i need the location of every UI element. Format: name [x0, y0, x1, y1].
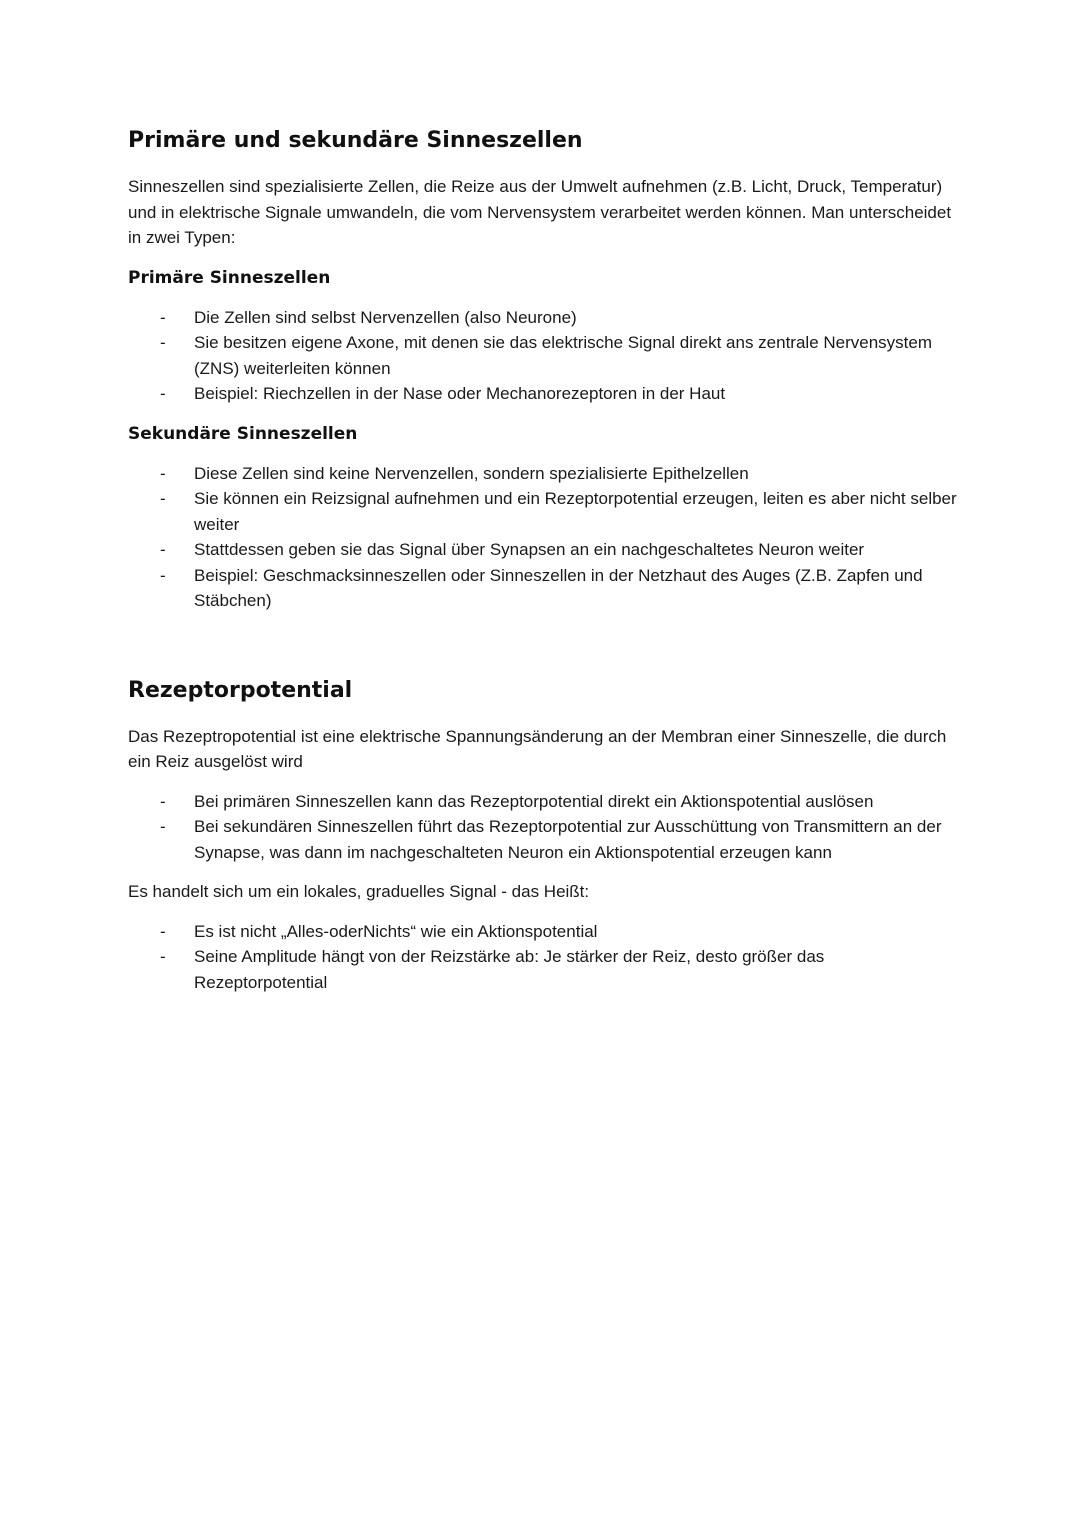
list-item-text: Es ist nicht „Alles-oderNichts“ wie ein Aktionspotential — [194, 921, 598, 941]
list-item-text: Stattdessen geben sie das Signal über Synapsen an ein nachgeschaltetes Neuron weiter — [194, 540, 865, 559]
intro-paragraph: Sinneszellen sind spezialisierte Zellen, die Reize aus der Umwelt aufnehmen (z.B. Licht, Druck, Temperatur) und in elektrische Signale umwandeln, die vom Nervensystem verarbeitet werden können. Man unterscheidet in zwei Typen: — [128, 177, 952, 247]
list-item — [128, 381, 958, 407]
list-dash: - — [160, 384, 166, 403]
list-item — [128, 486, 958, 537]
rezeptor-list — [128, 789, 958, 866]
list-dash: - — [160, 463, 166, 483]
list-item — [128, 461, 958, 487]
list-dash: - — [160, 947, 166, 966]
list-item-text: Beispiel: Riechzellen in der Nase oder Mechanorezeptoren in der Haut — [194, 384, 726, 403]
list-item — [128, 789, 958, 815]
section-rezeptorpotential — [128, 676, 958, 996]
list-item — [128, 537, 958, 563]
list-dash: - — [160, 791, 166, 811]
list-item — [128, 919, 958, 945]
list-dash: - — [160, 333, 166, 352]
list-dash: - — [160, 921, 166, 941]
list-item — [128, 814, 958, 865]
list-item-text: Beispiel: Geschmacksinneszellen oder Sinneszellen in der Netzhaut des Auges (Z.B. Zapfen und Stäbchen) — [194, 565, 923, 610]
document-page — [128, 126, 958, 1009]
list-item-text: Bei primären Sinneszellen kann das Rezeptorpotential direkt ein Aktionspotential auslösen — [194, 791, 874, 811]
section-title-rezeptorpotential: Rezeptorpotential — [128, 677, 353, 703]
list-item — [128, 944, 958, 995]
secondary-list — [128, 461, 958, 614]
list-dash: - — [160, 489, 166, 508]
subheading-primary: Primäre Sinneszellen — [128, 267, 331, 288]
list-item-text: Bei sekundären Sinneszellen führt das Rezeptorpotential zur Ausschüttung von Transmittern an der Synapse, was dann im nachgeschalteten Neuron ein Aktionspotential erzeugen kann — [194, 817, 942, 862]
graduelles-signal-paragraph: Es handelt sich um ein lokales, graduelles Signal - das Heißt: — [128, 882, 590, 901]
list-item — [128, 330, 958, 381]
list-dash: - — [160, 540, 166, 559]
list-dash: - — [160, 307, 166, 327]
section-title-sinneszellen: Primäre und sekundäre Sinneszellen — [128, 128, 583, 153]
list-item-text: Diese Zellen sind keine Nervenzellen, sondern spezialisierte Epithelzellen — [194, 463, 749, 483]
list-item-text: Seine Amplitude hängt von der Reizstärke ab: Je stärker der Reiz, desto größer das Rezeptorpotential — [194, 947, 825, 992]
list-item — [128, 305, 958, 331]
list-dash: - — [160, 817, 166, 836]
list-item-text: Die Zellen sind selbst Nervenzellen (also Neurone) — [194, 307, 577, 327]
subheading-secondary: Sekundäre Sinneszellen — [128, 423, 358, 444]
primary-list — [128, 305, 958, 407]
rezeptor-intro-paragraph: Das Rezeptropotential ist eine elektrische Spannungsänderung an der Membran einer Sinneszelle, die durch ein Reiz ausgelöst wird — [128, 726, 947, 771]
list-item-text: Sie können ein Reizsignal aufnehmen und ein Rezeptorpotential erzeugen, leiten es aber nicht selber weiter — [194, 489, 957, 534]
signal-properties-list — [128, 919, 958, 996]
list-dash: - — [160, 565, 166, 585]
list-item — [128, 563, 958, 614]
list-item-text: Sie besitzen eigene Axone, mit denen sie das elektrische Signal direkt ans zentrale Nervensystem (ZNS) weiterleiten können — [194, 333, 933, 378]
